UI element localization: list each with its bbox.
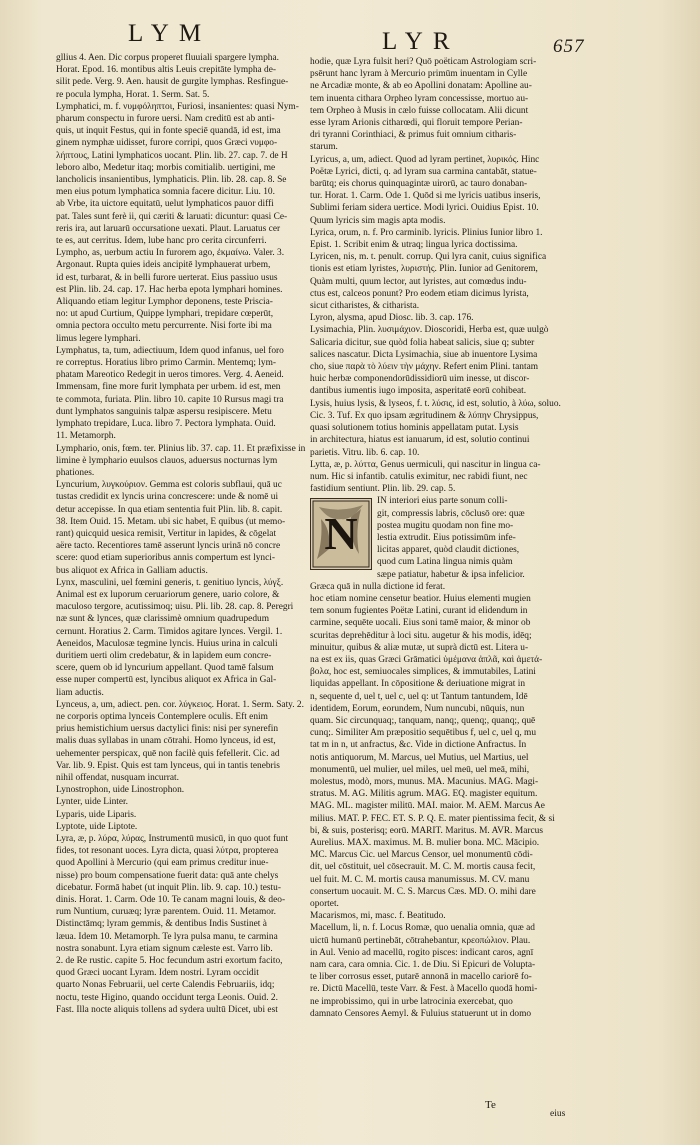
text-line: nam cara, cara omnia. Cic. 1. de Diu. Si Epicuri de Volupta- — [310, 960, 536, 971]
right-column-rest — [310, 593, 588, 1020]
text-line: id est, turbarat, & in belli furore uerterat. Eius passiuo usus — [56, 272, 278, 283]
text-line: Cic. 3. Tuf. Ex quo ipsam ægritudinem & λύπην Chrysippus, — [310, 410, 539, 421]
text-line: Poëtæ Lyrici, dicti, q. ad lyram sua carmina cantabāt, statue- — [310, 166, 537, 177]
catchword: Te — [485, 1099, 496, 1111]
text-line: oportet. — [310, 899, 339, 910]
text-line: rant) quicquid uesica remisit, Vertitur in lapides, & cōgelat — [56, 528, 277, 539]
text-line: in architectura, hiatus est ianuarum, id est, solutio continui — [310, 435, 530, 446]
decorated-initial-section — [310, 495, 588, 593]
text-line: notis antiquorum, M. Marcus, uel Mutius, uel Martius, uel — [310, 752, 529, 763]
text-line: Lynter, uide Linter. — [56, 797, 128, 808]
text-line: parietis. Vitru. lib. 6. cap. 10. — [310, 447, 420, 458]
text-line: quod cum Latina lingua nimis quàm — [377, 557, 513, 568]
text-line: MAG. ML. magister militū. MAI. maior. M. AEM. Marcus Ae — [310, 801, 545, 812]
text-line: Var. lib. 9. Epist. Quis est tam lynceus, qui in tantis tenebris — [56, 760, 280, 771]
text-line: 38. Item Ouid. 15. Metam. ubi sic habet, E quibus (ut memo- — [56, 516, 286, 527]
text-line: Lympho, as, uerbum actiu In furorem ago, ἐκμαίνω. Valer. 3. — [56, 248, 285, 259]
text-line: hoc etiam nomine censetur beatior. Huius elementi mugien — [310, 593, 531, 604]
text-line: IN interiori eius parte sonum colli- — [377, 496, 508, 507]
text-line: noctu, teste Higino, quando occidunt terga Leonis. Ouid. 2. — [56, 992, 278, 1003]
text-line: te es, aut cerritus. Idem, lube hanc pro cerita circunferri. — [56, 236, 267, 247]
text-line: dri tyranni Corinthiaci, & primus fuit omnium citharis- — [310, 130, 517, 141]
text-line: minuitur, quibus & aliæ mutæ, ut suprà dictū est. Litera u- — [310, 642, 529, 653]
text-line: Lynostrophon, uide Linostrophon. — [56, 785, 185, 796]
text-line: 2. de Re rustic. capite 5. Hoc fecundum astri exortum facito, — [56, 956, 283, 967]
text-line: Græca quā in nulla dictione id ferat. — [310, 581, 446, 592]
text-line: uehementer perspicax, quē non facilè quis fefellerit. Cic. ad — [56, 748, 280, 759]
text-line: te liber corrosus esset, putarē annonā in macello cariorē fo- — [310, 972, 532, 983]
text-line: na est ex iis, quas Græci Grāmatici ὑμέμανα ἀπλᾶ, καὶ ἀμετά- — [310, 654, 543, 665]
text-line: Lysis, huius lysis, & lyseos, f. t. λύσις, id est, solutio, à λύω, soluo. — [310, 398, 561, 409]
text-line: gllius 4. Aen. Dic corpus properet fluuiali spargere lympha. — [56, 53, 279, 63]
text-line: Lyparis, uide Liparis. — [56, 809, 137, 820]
text-line: prius hemistichium uersus dactylici finis: nisi per synerefin — [56, 724, 279, 735]
text-line: tionis est etiam lyristes, λυριστής. Plin. Iunior ad Genitorem, — [310, 264, 538, 275]
text-line: no: ut apud Curtium, Quippe lymphari, trepidare cœperūt, — [56, 309, 274, 320]
text-line: scere, quem ob id lyncurium appellant. Quod tamē falsum — [56, 663, 274, 674]
text-line: phatam Mareotico Redegit in ueros timores. Verg. 4. Aeneid. — [56, 370, 284, 381]
text-line: Argonaut. Rupta quies ideis ancipitē lymphauerat urbem, — [56, 260, 271, 271]
text-line: limine è lymphario euulsos clauos, aduersus nocturnas lym — [56, 455, 278, 466]
text-line: tem inuenta cithara Orpheo lyram concessisse, mortuo au- — [310, 93, 529, 104]
text-line: Lymphatici, m. f. νυμφόληπτοι, Furiosi, insanientes: quasi Nym- — [56, 101, 299, 112]
text-line: dantibus iumentis iugo imposita, asperitatē eorū cohibeat. — [310, 386, 527, 397]
text-line: Lyncurium, λυγκούριον. Gemma est coloris subflaui, quā uc — [56, 480, 282, 491]
text-line: Salicaria dicitur, sue quòd folia habeat salicis, siue q; subter — [310, 337, 535, 348]
text-line: esse nuper compertū est, lyncibus aliquot ex Africa in Gal- — [56, 675, 277, 686]
text-line: fides, tot resonant uoces. Lyra dicta, quasi λύτρα, propterea — [56, 846, 279, 857]
text-line: dunt lymphatos sanguinis talpæ aspersu resipiscere. Metu — [56, 406, 272, 417]
right-column — [310, 56, 588, 1116]
text-line: stratus. M. AG. Militis agrum. MAG. EQ. magister equitum. — [310, 789, 538, 800]
text-line: consertum uocauit. M. C. S. Marcus Cæs. MD. O. mihi dare — [310, 886, 536, 897]
text-line: identidem, Eorum, eorundem, Num nuncubi, nūquis, nun — [310, 703, 525, 714]
text-line: Sublimi feriam sidera uertice. Modi lyrici. Ouidius Epist. 10. — [310, 203, 539, 214]
decorated-initial-n — [310, 498, 372, 570]
text-line: nisse) pro boum compensatione fuerit data: quā ante chelys — [56, 870, 279, 881]
text-line: tustas credidit ex lyncis urina concrescere: unde & nomē ui — [56, 492, 279, 503]
text-line: dit, uel cōstituit, uel cōsecrauit. M. C. M. mortis causa fecit, — [310, 862, 536, 873]
text-line: 11. Metamorph. — [56, 431, 116, 442]
text-line: tem sonum fugientes Poëtæ Latini, curant id elidendum in — [310, 606, 528, 617]
right-running-head: LYR — [382, 28, 460, 55]
text-line: postea mugitu quodam non fine mo- — [377, 520, 514, 531]
text-line: dicebatur. Formā habet (ut inquit Plin. lib. 9. cap. 10.) testu- — [56, 882, 281, 893]
text-line: quod Apollini à Mercurio (qui eam primus creditur inue- — [56, 858, 269, 869]
text-line: ctus est, calceos ponunt? Pro eodem etiam dicimus lyrista, — [310, 288, 529, 299]
text-line: omnia pectora occulto metu percurrente. Nisi forte ibi ma — [56, 321, 272, 332]
text-line: lancholicis insanientibus, lymphaticis. Plin. lib. 28. cap. 8. Se — [56, 175, 287, 186]
text-line: phationes. — [56, 467, 95, 478]
text-line: Lyra, æ, p. λύρα, λύρας, Instrumentū musicū, in quo quot funt — [56, 834, 289, 844]
text-line: molestus, modò, mors, munus. MA. Macunius. MAG. Magi- — [310, 776, 539, 787]
text-line: liquidas appellant. In cōpositione & deriuatione migrat in — [310, 679, 526, 690]
text-line: λήπτους, Latini lymphaticos uocant. Plin. lib. 27. cap. 7. de H — [56, 150, 288, 161]
text-line: Lynx, masculini, uel fœmini generis, t. genitiuo lyncis, λύγξ. — [56, 577, 284, 588]
text-line: læua. Idem 10. Metamorph. Te lyra pulsa manu, te carmina — [56, 931, 278, 942]
text-line: quam. Sic circunquaq;, tanquam, nanq;, quenq;, quanq;, quē — [310, 715, 536, 726]
text-line: Lyron, alysma, apud Diosc. lib. 3. cap. 176. — [310, 313, 474, 324]
text-line: re pocula lympha, Horat. 1. Serm. Sat. 5. — [56, 89, 210, 100]
text-line: Lyptote, uide Liptote. — [56, 821, 138, 832]
text-line: βολα, hoc est, semiuocales simplices, & immutabiles, Latini — [310, 667, 536, 678]
text-line: hodie, quæ Lyra fulsit heri? Quō poëticam Astrologiam scri- — [310, 57, 537, 67]
text-line: quod Græci uocant Lyram. Idem nostri. Lyram occidit — [56, 968, 259, 979]
text-line: nihil offendat, nusquam incurrat. — [56, 772, 179, 783]
text-line: tur. Horat. 1. Carm. Ode 1. Quōd si me lyricis uatibus inseris, — [310, 191, 541, 202]
text-line: leboro albo, Medetur itaq; morbis comitialib. uertigini, me — [56, 162, 276, 173]
text-line: lestia extrudit. Eius potissimūm infe- — [377, 532, 516, 543]
text-line: Distinctāmq; lyram gemmis, & dentibus Indis Sustinet à — [56, 919, 267, 930]
page-number: 657 — [553, 36, 585, 57]
text-line: milius. MAT. P. FEC. ET. S. P. Q. E. mater pientissima fecit, & si — [310, 813, 555, 824]
text-line: git, compressis labris, cōclusō ore: quæ — [377, 508, 525, 519]
text-line: num. Hic si infantib. catulis eximitur, nec rabidi fiunt, nec — [310, 471, 528, 482]
text-line: te commota, furiata. Plin. libro 10. capite 10 Rursus magi tra — [56, 394, 284, 405]
text-line: pharum conspectu in furore uersi. Nam creditū est ab anti- — [56, 114, 275, 125]
text-line: Lymphatus, ta, tum, adiectiuum, Idem quod infanus, uel foro — [56, 345, 284, 356]
text-line: est Plin. lib. 24. cap. 17. Hac herba epota lymphari homines. — [56, 284, 283, 295]
text-line: Immensam, fine more furit lymphata per urbem. id est, men — [56, 382, 281, 393]
text-line: re. Dictū Macellū, teste Varr. & Fest. à Macello quodā homi- — [310, 984, 538, 995]
text-line: Epist. 1. Scribit enim & utraq; lingua lyrica doctissima. — [310, 240, 518, 251]
text-line: lymphato trepidare, Luca. libro 7. Pectora lymphata. Ouid. — [56, 419, 276, 430]
text-line: cunq;. Similiter Am præpositio sequētibus f, uel c, uel q, mu — [310, 728, 537, 739]
text-line: detur accepisse. In qua etiam sententia fuit Plin. lib. 8. capit. — [56, 504, 283, 515]
svg-text:N: N — [324, 508, 358, 560]
text-line: limus legere lymphari. — [56, 333, 141, 344]
text-line: re correptus. Horatius libro primo Carmin. Mentemq; lym- — [56, 358, 277, 369]
text-line: Macarismos, mi, masc. f. Beatitudo. — [310, 911, 446, 922]
text-line: liam aductis. — [56, 687, 104, 698]
right-column-top — [310, 56, 588, 495]
text-line: Lyricen, nis, m. t. penult. corrup. Qui lyra canit, cuius significa — [310, 252, 547, 263]
text-line: ne Arcadiæ monte, & ab eo Apollini donatam: Apolline au- — [310, 81, 532, 92]
text-line: salices nascatur. Dicta Lysimachia, siue ab inuentore Lysima — [310, 349, 538, 360]
text-line: bus aliquot ex Africa in Galliam aductis. — [56, 565, 208, 576]
text-line: Lytta, æ, p. λύττα, Genus uermiculi, qui nascitur in lingua ca- — [310, 459, 541, 470]
text-line: Animal est ex luporum ceruariorum genere, uario colore, & — [56, 589, 280, 600]
text-line: quasi solutionem totius hominis appellatam putat. Lysis — [310, 423, 519, 434]
text-line: Fast. Illa nocte aliquis tollens ad sydera uultū Dicet, ubi est — [56, 1004, 278, 1015]
catchword-end: eius — [550, 1109, 566, 1119]
text-line: sæpe patiatur, habetur & ipsa infelicior. — [377, 569, 525, 580]
text-line: Quum lyricis sim magis apta modis. — [310, 215, 446, 226]
text-line: ginem nymphæ uidisset, furore corripi, quos Græci νυμφο- — [56, 138, 278, 149]
text-line: dinis. Horat. 1. Carm. Ode 10. Te canam magni louis, & deo- — [56, 895, 286, 906]
text-line: uictū humanū pertinebāt, cōtrahebantur, κρεοπώλιον. Plau. — [310, 935, 531, 946]
text-line: psērunt hanc lyram à Mercurio primūm inuentam in Cylle — [310, 69, 528, 80]
text-line: monumentū, uel mulier, uel miles, uel meū, uel meā, mihi, — [310, 764, 530, 775]
text-line: n, sequente d, uel t, uel c, uel q: ut Tantum tantundem, Idē — [310, 691, 528, 702]
text-line: bi, & suis, posterisq; eorū. MARIT. Maritus. M. AVR. Marcus — [310, 825, 543, 836]
left-running-head: LYM — [128, 20, 212, 47]
text-line: Lyricus, a, um, adiect. Quod ad lyram pertinet, λυρικός. Hinc — [310, 154, 540, 165]
text-line: licitas apparet, quòd claudit dictiones, — [377, 545, 520, 556]
left-column — [56, 52, 318, 1112]
text-line: reris ira, aut laruarū occursatione uexati. Plaut. Laruatus cer — [56, 223, 281, 234]
text-line: rum Nuntium, curuæq; lyræ parentem. Ouid. 11. Metamor. — [56, 907, 276, 918]
text-line: næ sunt & lynces, quæ clarissimè omnium quadrupedum — [56, 614, 269, 625]
text-line: fastidium sentiunt. Plin. lib. 29. cap. 5. — [310, 484, 456, 495]
text-line: pat. Tales sunt ferè ii, qui cæriti & laruati: dicuntur: quasi Ce- — [56, 211, 288, 222]
text-line: Quàm multi, quum lector, aut lyristes, aut comœdus indu- — [310, 276, 527, 287]
text-line: Lynceus, a, um, adiect. pen. cor. λύγκειος. Horat. 1. Serm. Saty. 2. — [56, 699, 304, 710]
text-line: Lysimachia, Plin. λυσιμάχιον. Dioscoridi, Herba est, quæ uulgò — [310, 325, 549, 336]
ornament-icon — [311, 499, 371, 569]
text-line: aëre tacto. Recentiores tamē asserunt lyncis urinā nō concre — [56, 541, 281, 552]
text-line: Aliquando etiam legitur Lymphor deponens, teste Priscia- — [56, 297, 273, 308]
text-line: silit pede. Verg. 9. Aen. hausit de gurgite lymphas. Resfingue- — [56, 77, 289, 88]
text-line: tat m in n, ut anfractus, &c. Vide in dictione Anfractus. In — [310, 740, 527, 751]
text-line: nostra sonabunt. Lyra etiam signum cæleste est. Varro lib. — [56, 943, 273, 954]
text-line: duritiem uerti olim credebatur, & in lapidem eum concre- — [56, 650, 272, 661]
text-line: ab Vrbe, ita uictore equitatū, uelut lymphaticos pauor diffi — [56, 199, 274, 210]
text-line: starum. — [310, 142, 338, 153]
text-line: Lymphario, onis, fœm. ter. Plinius lib. 37. cap. 11. Et præfixisse in — [56, 443, 306, 454]
text-line: cho, siue παρὰ τὸ λύειν τὴν μάχην. Refert enim Plini. tantam — [310, 362, 539, 373]
text-line: carmine, sequēte uocali. Eius soni tamē maior, & minor ob — [310, 618, 531, 629]
text-line: Aeneidos, Maculosæ tegmine lyncis. Huius urina in calculi — [56, 638, 278, 649]
text-line: Lyrica, orum, n. f. Pro carminib. lyricis. Plinius Iunior libro 1. — [310, 227, 543, 238]
text-line: sicut citharistes, & citharista. — [310, 301, 420, 312]
text-line: huic herbæ componendorūdissidiorū uim inesse, ut discor- — [310, 374, 530, 385]
text-line: cernunt. Horatius 2. Carm. Timidos agitare lynces. Vergil. 1. — [56, 626, 283, 637]
text-line: quis, ut inquit Festus, qui in fonte speciē quandā, id est, ima — [56, 126, 281, 137]
text-line: men eius potum lymphatica somnia facere dicitur. Liu. 10. — [56, 187, 275, 198]
text-line: barūtq; eis chorus quinquagintæ uirorū, ac tauro donaban- — [310, 179, 528, 190]
text-line: uel fuit. M. C. M. mortis causa manumissus. M. CV. manu — [310, 874, 530, 885]
text-line: ne improbissimo, qui in urbe latrocinia exercebat, quo — [310, 996, 513, 1007]
text-line: in Aul. Venio ad macellū, rogito pisces: indicant caros, agnī — [310, 947, 534, 958]
text-line: Aurelius. MAX. maximus. M. B. mulier bona. MC. Mācipio. — [310, 838, 540, 848]
text-line: ne corporis optima lynceis Contemplere oculis. Eft enim — [56, 711, 268, 722]
text-line: damnato Censores Aemyl. & Fuluius statuerunt ut in domo — [310, 1008, 532, 1019]
text-line: Macellum, li, n. f. Locus Romæ, quo uenalia omnia, quæ ad — [310, 923, 535, 934]
text-line: esse lyram Arionis citharœdi, qui floruit tempore Perian- — [310, 118, 523, 129]
text-line: malis duas syllabas in unam cōtrahi. Homo lynceus, id est, — [56, 736, 276, 747]
text-line: scuritas deprehēditur à loci situ. augetur & his modis, idēq; — [310, 630, 532, 641]
text-line: quarto Nonas Februarii, uel certe Calendis Februariis, idq; — [56, 980, 275, 991]
text-line: maculoso tergore, acutissimoq; uisu. Pli. lib. 28. cap. 8. Peregri — [56, 602, 294, 613]
text-line: MC. Marcus Cic. uel Marcus Censor, uel monumentū cōdi- — [310, 850, 533, 861]
text-line: scere: quod etiam superioribus annis compertum est lynci- — [56, 553, 275, 564]
text-line: Horat. Epod. 16. montibus altis Leuis crepitāte lympha de- — [56, 65, 277, 76]
text-line: tem Orpheo à Musis in cælo fuisse collocatam. Alii dicunt — [310, 105, 529, 116]
